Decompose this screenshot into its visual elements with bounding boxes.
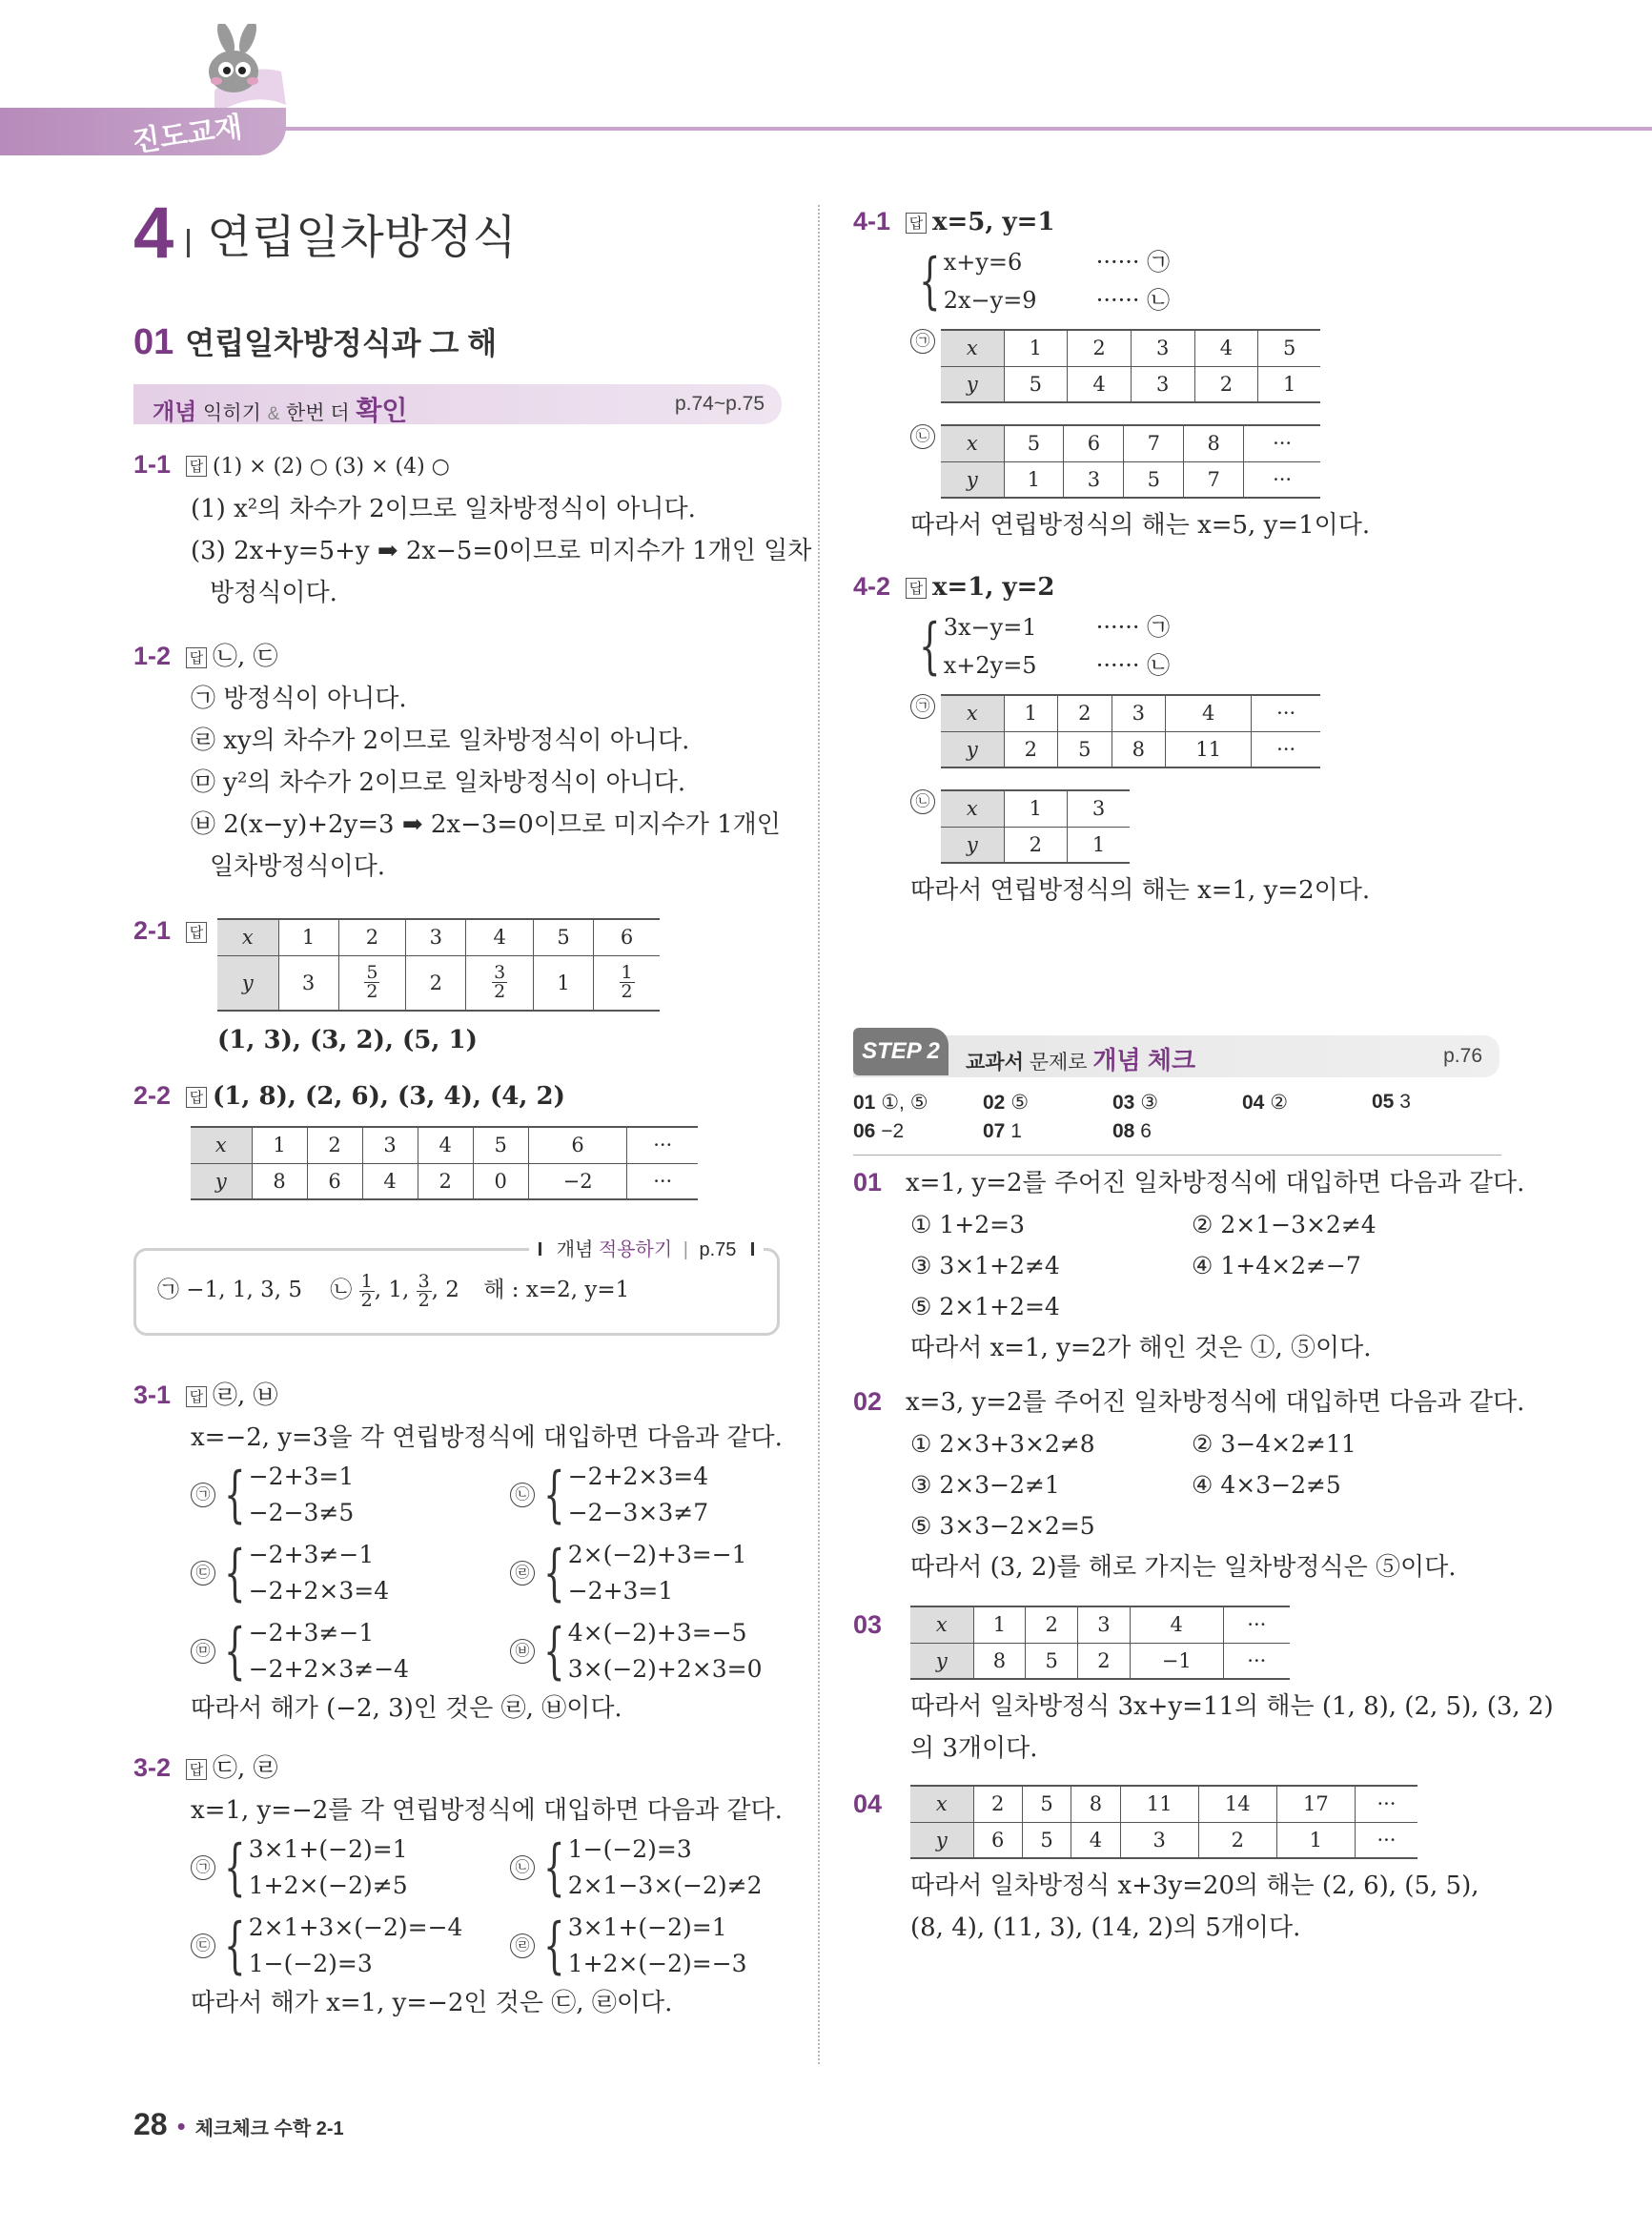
- equation-system: { x+y=6 ······ ㉠ 2x−y=9 ······ ㉡: [853, 243, 1170, 319]
- table-cell: y: [910, 1822, 973, 1858]
- table-cell: 2: [973, 1786, 1022, 1822]
- concept-label-3: &: [267, 404, 280, 424]
- explanation-line: (3) 2x+y=5+y ➡ 2x−5=0이므로 미지수가 1개인 일차: [191, 537, 812, 565]
- frac-denominator: 2: [360, 1289, 373, 1311]
- table-cell: x: [941, 790, 1004, 827]
- choice: ① 2×3+3×2≠8: [910, 1430, 1095, 1458]
- problem-number: 4-1: [853, 207, 891, 235]
- value-table: [941, 789, 1130, 864]
- table-cell: 1: [1004, 790, 1068, 827]
- table-cell: x: [941, 330, 1004, 366]
- table-cell: 1: [1004, 330, 1068, 366]
- table-cell: 2: [338, 919, 406, 955]
- answer-mark: 답: [186, 1759, 207, 1780]
- table-cell: 2: [307, 1127, 362, 1163]
- table-cell: 0: [473, 1163, 528, 1199]
- table-cell: x: [217, 919, 278, 955]
- table-cell: ···: [1223, 1643, 1290, 1679]
- table-cell: 8: [1112, 731, 1166, 767]
- table-cell: 8: [973, 1643, 1026, 1679]
- table-cell: ···: [1223, 1606, 1290, 1643]
- choice: ⑤ 3×3−2×2=5: [910, 1512, 1095, 1540]
- table-block: [853, 694, 1501, 768]
- answer-text: (1, 8), (2, 6), (3, 4), (4, 2): [213, 1082, 565, 1111]
- table-cell: $\frac{5}{2}$: [338, 955, 406, 1011]
- answer-result: (1, 3), (3, 2), (5, 1): [217, 1026, 478, 1054]
- choice: ③ 3×1+2≠4: [910, 1252, 1060, 1279]
- equation-system: ㉢ { −2+3≠−1 −2+2×3=4: [191, 1537, 510, 1609]
- step2-problem-01: [853, 1161, 1525, 1369]
- explanation-line: x=−2, y=3을 각 연립방정식에 대입하면 다음과 같다.: [191, 1423, 783, 1452]
- equation-system: ㉠ { 3×1+(−2)=1 1+2×(−2)≠5: [191, 1831, 510, 1904]
- apply-box: [133, 1239, 780, 1336]
- footer: [133, 2107, 344, 2142]
- answer-mark: 답: [906, 213, 927, 234]
- apply-box-header: 개념 적용하기 | p.75: [529, 1234, 764, 1261]
- answer-mark: 답: [186, 1386, 207, 1407]
- chapter-title: 연립일차방정식: [207, 213, 517, 263]
- answer-text: x=1, y=2: [932, 573, 1055, 602]
- explanation-line: ㉥ 2(x−y)+2y=3 ➡ 2x−3=0이므로 미지수가 1개인: [191, 810, 781, 839]
- equation: 3×1+(−2)=1: [248, 1835, 408, 1863]
- equation: 3×(−2)+2×3=0: [567, 1655, 763, 1683]
- table-cell: 4: [1071, 1822, 1120, 1858]
- table-cell: 5: [1022, 1822, 1071, 1858]
- quick-answer: 02 ⑤: [983, 1092, 1030, 1114]
- table-cell: 5: [1026, 1643, 1078, 1679]
- table-cell: 6: [528, 1127, 627, 1163]
- problem-4-2: [853, 565, 1501, 911]
- conclusion-line: 따라서 x=1, y=2가 해인 것은 ①, ⑤이다.: [910, 1334, 1372, 1362]
- problem-2-1: [133, 916, 791, 1069]
- table-cell: y: [910, 1643, 973, 1679]
- choice-grid: [853, 1423, 1501, 1546]
- conclusion-line: 따라서 해가 (−2, 3)인 것은 ㉣, ㉥이다.: [191, 1694, 622, 1723]
- system-grid: [133, 1459, 791, 1688]
- explanation-line: 방정식이다.: [210, 579, 337, 607]
- choice: ⑤ 2×1+2=4: [910, 1293, 1060, 1320]
- equation: −2−3×3≠7: [567, 1499, 709, 1526]
- value-table: [941, 424, 1320, 499]
- equation-system: { 3x−y=1 ······ ㉠ x+2y=5 ······ ㉡: [853, 608, 1170, 685]
- problem-number: 3-2: [133, 1753, 172, 1782]
- equation-tag: ······ ㉡: [1095, 652, 1171, 679]
- concept-label-5: 확인: [356, 396, 408, 425]
- explanation-line: x=1, y=−2를 각 연립방정식에 대입하면 다음과 같다.: [191, 1796, 783, 1825]
- circle-mark: ㉠: [191, 1483, 215, 1507]
- equation: 2×1+3×(−2)=−4: [248, 1913, 463, 1941]
- system-grid: [133, 1831, 791, 1982]
- table-cell: 2: [1058, 695, 1112, 731]
- table-cell: 5: [1058, 731, 1112, 767]
- value-table: [910, 1785, 1417, 1859]
- conclusion-line: 따라서 해가 x=1, y=−2인 것은 ㉢, ㉣이다.: [191, 1989, 673, 2017]
- circle-mark: ㉣: [510, 1933, 535, 1958]
- table-block: [853, 424, 1501, 499]
- section-heading: [133, 319, 791, 363]
- table-cell: −2: [528, 1163, 627, 1199]
- table-cell: y: [217, 955, 278, 1011]
- table-cell: 3: [362, 1127, 418, 1163]
- table-cell: 4: [1166, 695, 1252, 731]
- table-cell: 1: [1258, 366, 1320, 402]
- chapter-separator: [187, 229, 190, 257]
- table-cell: ···: [1355, 1822, 1417, 1858]
- equation: x+y=6: [943, 249, 1023, 276]
- equation-system: ㉣ { 2×(−2)+3=−1 −2+3=1: [510, 1537, 829, 1609]
- equation: −2+3≠−1: [248, 1541, 375, 1568]
- circle-mark: ㉣: [510, 1561, 535, 1586]
- frac-numerator: 3: [418, 1270, 430, 1292]
- choice: ④ 4×3−2≠5: [1192, 1471, 1341, 1499]
- chapter-number: 4: [133, 193, 174, 274]
- explanation-line: ㉤ y²의 차수가 2이므로 일차방정식이 아니다.: [191, 768, 686, 797]
- apply-label-2: 적용하기: [598, 1239, 673, 1260]
- table-cell: 14: [1198, 1786, 1276, 1822]
- table-cell: 2: [1078, 1643, 1131, 1679]
- problem-number: 01: [853, 1168, 883, 1197]
- equation-system: ㉡ { 1−(−2)=3 2×1−3×(−2)≠2: [510, 1831, 829, 1904]
- table-cell: 4: [418, 1127, 473, 1163]
- quick-answer: 07 1: [983, 1120, 1022, 1142]
- table-cell: 1: [1004, 695, 1058, 731]
- equation: 1−(−2)=3: [567, 1835, 692, 1863]
- step2-title-1: 교과서: [966, 1052, 1024, 1074]
- equation-system: ㉠ { −2+3=1 −2−3≠5: [191, 1459, 510, 1531]
- table-cell: 2: [418, 1163, 473, 1199]
- apply-label-1: 개념: [556, 1239, 594, 1260]
- equation: −2+3=1: [567, 1577, 674, 1605]
- conclusion-line: 의 3개이다.: [910, 1734, 1038, 1763]
- table-cell: 2: [1194, 366, 1258, 402]
- quick-answer: 03 ③: [1112, 1092, 1159, 1114]
- problem-3-1: [133, 1374, 791, 1729]
- table-cell: 5: [534, 919, 594, 955]
- table-cell: 3: [1131, 330, 1194, 366]
- table-cell: y: [941, 461, 1004, 498]
- table-cell: y: [941, 731, 1004, 767]
- problem-1-1: [133, 443, 812, 614]
- quick-answer: 01 ①, ⑤: [853, 1092, 928, 1114]
- table-cell: 5: [1004, 366, 1068, 402]
- conclusion-line: 따라서 일차방정식 x+3y=20의 해는 (2, 6), (5, 5),: [910, 1872, 1479, 1900]
- equation-system: ㉥ { 4×(−2)+3=−5 3×(−2)+2×3=0: [510, 1615, 829, 1688]
- section-number: 01: [133, 322, 174, 362]
- table-cell: 4: [362, 1163, 418, 1199]
- answer-mark: 답: [186, 1087, 207, 1108]
- concept-page-ref: p.74~p.75: [674, 393, 765, 415]
- apply-content-a: ㉠ −1, 1, 3, 5: [157, 1278, 302, 1302]
- apply-content-b: ㉡: [330, 1278, 353, 1302]
- equation-tag: ······ ㉠: [1095, 249, 1171, 276]
- column-divider: [818, 205, 820, 2064]
- apply-page-ref: p.75: [699, 1239, 737, 1260]
- problem-3-2: [133, 1747, 791, 2024]
- equation: −2+2×3=4: [248, 1577, 390, 1605]
- table-block: [853, 789, 1501, 864]
- equation-system: ㉣ { 3×1+(−2)=1 1+2×(−2)=−3: [510, 1910, 829, 1982]
- circle-mark: ㉥: [510, 1639, 535, 1664]
- quick-answers: [853, 1091, 1501, 1143]
- quick-answer: 06 −2: [853, 1120, 905, 1142]
- table-cell: 6: [307, 1163, 362, 1199]
- circle-mark: ㉡: [910, 789, 935, 814]
- table-cell: x: [941, 695, 1004, 731]
- conclusion-line: 따라서 (3, 2)를 해로 가지는 일차방정식은 ⑤이다.: [910, 1553, 1457, 1582]
- table-cell: ···: [1244, 461, 1320, 498]
- table-cell: y: [191, 1163, 252, 1199]
- page-number: 28: [133, 2107, 168, 2141]
- apply-solution: 해 : x=2, y=1: [483, 1278, 630, 1302]
- circle-mark: ㉡: [910, 424, 935, 449]
- equation: x+2y=5: [943, 652, 1037, 679]
- table-cell: 4: [1194, 330, 1258, 366]
- table-cell: x: [191, 1127, 252, 1163]
- answer-text: ㉣, ㉥: [213, 1381, 278, 1410]
- right-column: [853, 200, 1554, 1949]
- equation-tag: ······ ㉡: [1095, 287, 1171, 314]
- step2-problem-04: [853, 1785, 1501, 1949]
- table-cell: 1: [278, 919, 338, 955]
- table-cell: 6: [594, 919, 660, 955]
- table-cell: 4: [1068, 366, 1132, 402]
- equation-tag: ······ ㉠: [1095, 614, 1171, 641]
- value-table: [217, 918, 660, 1012]
- book-title: 체크체크 수학 2-1: [194, 2118, 344, 2139]
- concept-label-2: 익히기: [203, 402, 261, 424]
- equation: −2−3≠5: [248, 1499, 355, 1526]
- conclusion-line: 따라서 일차방정식 3x+y=11의 해는 (1, 8), (2, 5), (3, 2): [910, 1692, 1554, 1721]
- step2-page-ref: p.76: [1443, 1045, 1482, 1067]
- problem-number: 4-2: [853, 572, 891, 601]
- explanation-line: x=1, y=2를 주어진 일차방정식에 대입하면 다음과 같다.: [906, 1169, 1525, 1197]
- explanation-line: (1) x²의 차수가 2이므로 일차방정식이 아니다.: [191, 495, 696, 523]
- value-table: [910, 1606, 1290, 1680]
- explanation-line: x=3, y=2를 주어진 일차방정식에 대입하면 다음과 같다.: [906, 1388, 1525, 1417]
- equation-system: ㉢ { 2×1+3×(−2)=−4 1−(−2)=3: [191, 1910, 510, 1982]
- step2-title-3: 개념 체크: [1092, 1046, 1196, 1074]
- answer-text: ㉢, ㉣: [213, 1754, 278, 1783]
- problem-number: 03: [853, 1610, 883, 1639]
- problem-number: 04: [853, 1790, 883, 1818]
- table-cell: 1: [1068, 827, 1130, 863]
- table-cell: ···: [1355, 1786, 1417, 1822]
- table-cell: 2: [1004, 827, 1068, 863]
- explanation-line: ㉠ 방정식이 아니다.: [191, 685, 407, 713]
- equation-system: ㉤ { −2+3≠−1 −2+2×3≠−4: [191, 1615, 510, 1688]
- apply-content-b-post: , 2: [431, 1278, 459, 1302]
- equation-system: ㉡ { −2+2×3=4 −2−3×3≠7: [510, 1459, 829, 1531]
- problem-number: 2-2: [133, 1081, 172, 1110]
- table-cell: 11: [1120, 1786, 1198, 1822]
- problem-1-2: [133, 635, 791, 888]
- table-cell: ···: [1252, 731, 1320, 767]
- equation: −2+3≠−1: [248, 1619, 375, 1647]
- answer-text: x=5, y=1: [932, 208, 1055, 236]
- equation: 1−(−2)=3: [248, 1950, 373, 1977]
- table-block: [853, 329, 1501, 403]
- answer-mark: 답: [906, 578, 927, 599]
- equation: 4×(−2)+3=−5: [567, 1619, 747, 1647]
- circle-mark: ㉡: [510, 1855, 535, 1880]
- table-cell: −1: [1130, 1643, 1223, 1679]
- table-cell: y: [941, 366, 1004, 402]
- table-cell: 2: [1004, 731, 1058, 767]
- circle-mark: ㉤: [191, 1639, 215, 1664]
- concept-label-1: 개념: [153, 399, 197, 425]
- circle-mark: ㉢: [191, 1933, 215, 1958]
- problem-number: 1-1: [133, 450, 172, 479]
- table-cell: 2: [1068, 330, 1132, 366]
- equation: 2×1−3×(−2)≠2: [567, 1872, 763, 1899]
- equation: 3×1+(−2)=1: [567, 1913, 727, 1941]
- table-cell: 17: [1276, 1786, 1355, 1822]
- apply-content: [157, 1272, 629, 1310]
- table-cell: 8: [1071, 1786, 1120, 1822]
- answer-mark: 답: [186, 922, 207, 943]
- table-cell: 1: [1004, 461, 1064, 498]
- table-cell: 3: [1064, 461, 1124, 498]
- conclusion-line: (8, 4), (11, 3), (14, 2)의 5개이다.: [910, 1913, 1301, 1942]
- table-cell: $\frac{1}{2}$: [594, 955, 660, 1011]
- table-cell: 1: [973, 1606, 1026, 1643]
- table-cell: 5: [1022, 1786, 1071, 1822]
- value-table: [941, 329, 1320, 403]
- table-cell: 5: [473, 1127, 528, 1163]
- table-cell: ···: [1244, 425, 1320, 461]
- apply-mid: , 1,: [374, 1278, 410, 1302]
- table-cell: 1: [252, 1127, 307, 1163]
- step2-problem-02: [853, 1381, 1525, 1588]
- choice: ③ 2×3−2≠1: [910, 1471, 1060, 1499]
- value-table: [191, 1126, 698, 1200]
- table-cell: 3: [1120, 1822, 1198, 1858]
- answer-mark: 답: [186, 456, 207, 477]
- problem-number: 1-2: [133, 642, 172, 670]
- circle-mark: ㉠: [191, 1855, 215, 1880]
- quick-answers-rule: [853, 1155, 1501, 1156]
- table-cell: 5: [1004, 425, 1064, 461]
- step2-title-2: 문제로: [1029, 1052, 1088, 1074]
- frac-numerator: 1: [360, 1270, 373, 1292]
- equation: 2×(−2)+3=−1: [567, 1541, 747, 1568]
- quick-answer: 08 6: [1112, 1120, 1152, 1142]
- step2-problem-03: [853, 1606, 1554, 1770]
- table-cell: 5: [1258, 330, 1320, 366]
- equation: 1+2×(−2)≠5: [248, 1872, 408, 1899]
- table-cell: 1: [534, 955, 594, 1011]
- equation: 1+2×(−2)=−3: [567, 1950, 747, 1977]
- circle-mark: ㉢: [191, 1561, 215, 1586]
- conclusion-line: 따라서 연립방정식의 해는 x=5, y=1이다.: [910, 511, 1371, 540]
- equation: 3x−y=1: [943, 614, 1037, 641]
- table-cell: 3: [278, 955, 338, 1011]
- choice-grid: [853, 1204, 1501, 1327]
- table-cell: 3: [1068, 790, 1130, 827]
- explanation-line: ㉣ xy의 차수가 2이므로 일차방정식이 아니다.: [191, 726, 690, 755]
- section-title: 연립일차방정식과 그 해: [185, 326, 498, 360]
- answer-text: (1) × (2) ○ (3) × (4) ○: [213, 455, 450, 479]
- equation: −2+3=1: [248, 1463, 355, 1490]
- circle-mark: ㉠: [910, 329, 935, 354]
- table-cell: 4: [1130, 1606, 1223, 1643]
- table-cell: x: [941, 425, 1004, 461]
- step2-bar: [853, 1035, 1499, 1077]
- choice: ④ 1+4×2≠−7: [1192, 1252, 1361, 1279]
- tab-label: 진도교재: [130, 112, 245, 158]
- choice: ② 3−4×2≠11: [1192, 1430, 1356, 1458]
- table-cell: 6: [973, 1822, 1022, 1858]
- circle-mark: ㉠: [910, 694, 935, 719]
- table-cell: x: [910, 1786, 973, 1822]
- table-cell: 2: [1198, 1822, 1276, 1858]
- table-cell: ···: [627, 1127, 698, 1163]
- problem-4-1: [853, 200, 1501, 546]
- problem-number: 02: [853, 1387, 883, 1416]
- table-cell: ···: [627, 1163, 698, 1199]
- mascot-icon: [195, 24, 291, 114]
- concept-label-4: 한번 더: [285, 402, 350, 424]
- concept-bar: [133, 384, 782, 424]
- chapter-heading: [133, 193, 791, 274]
- quick-answer: 04 ②: [1242, 1092, 1289, 1114]
- table-cell: 5: [1124, 461, 1184, 498]
- answer-mark: 답: [186, 647, 207, 668]
- conclusion-line: 따라서 연립방정식의 해는 x=1, y=2이다.: [910, 876, 1371, 905]
- problem-number: 3-1: [133, 1381, 172, 1409]
- table-cell: $\frac{3}{2}$: [466, 955, 534, 1011]
- table-cell: 2: [1026, 1606, 1078, 1643]
- answer-text: ㉡, ㉢: [213, 643, 278, 671]
- table-cell: ···: [1252, 695, 1320, 731]
- table-cell: 7: [1184, 461, 1244, 498]
- table-cell: x: [910, 1606, 973, 1643]
- left-column: [133, 193, 812, 2024]
- table-cell: 6: [1064, 425, 1124, 461]
- table-cell: 4: [466, 919, 534, 955]
- table-cell: 7: [1124, 425, 1184, 461]
- equation: −2+2×3≠−4: [248, 1655, 410, 1683]
- problem-number: 2-1: [133, 916, 172, 945]
- table-cell: 1: [1276, 1822, 1355, 1858]
- footer-bullet: •: [176, 2112, 186, 2140]
- choice: ① 1+2=3: [910, 1211, 1025, 1238]
- table-cell: 3: [1131, 366, 1194, 402]
- explanation-line: 일차방정식이다.: [210, 852, 386, 881]
- frac-denominator: 2: [418, 1289, 430, 1311]
- value-table: [941, 694, 1320, 768]
- table-cell: 3: [1112, 695, 1166, 731]
- header-rule: [276, 127, 1652, 131]
- equation: 2x−y=9: [943, 287, 1037, 314]
- quick-answer: 05 3: [1372, 1091, 1411, 1113]
- step2-badge: STEP 2: [853, 1028, 948, 1075]
- table-cell: 3: [406, 919, 466, 955]
- table-cell: 2: [406, 955, 466, 1011]
- table-cell: 3: [1078, 1606, 1131, 1643]
- table-cell: y: [941, 827, 1004, 863]
- table-cell: 8: [252, 1163, 307, 1199]
- problem-2-2: [133, 1074, 791, 1198]
- choice: ② 2×1−3×2≠4: [1192, 1211, 1377, 1238]
- table-cell: 8: [1184, 425, 1244, 461]
- circle-mark: ㉡: [510, 1483, 535, 1507]
- equation: −2+2×3=4: [567, 1463, 709, 1490]
- table-cell: 11: [1166, 731, 1252, 767]
